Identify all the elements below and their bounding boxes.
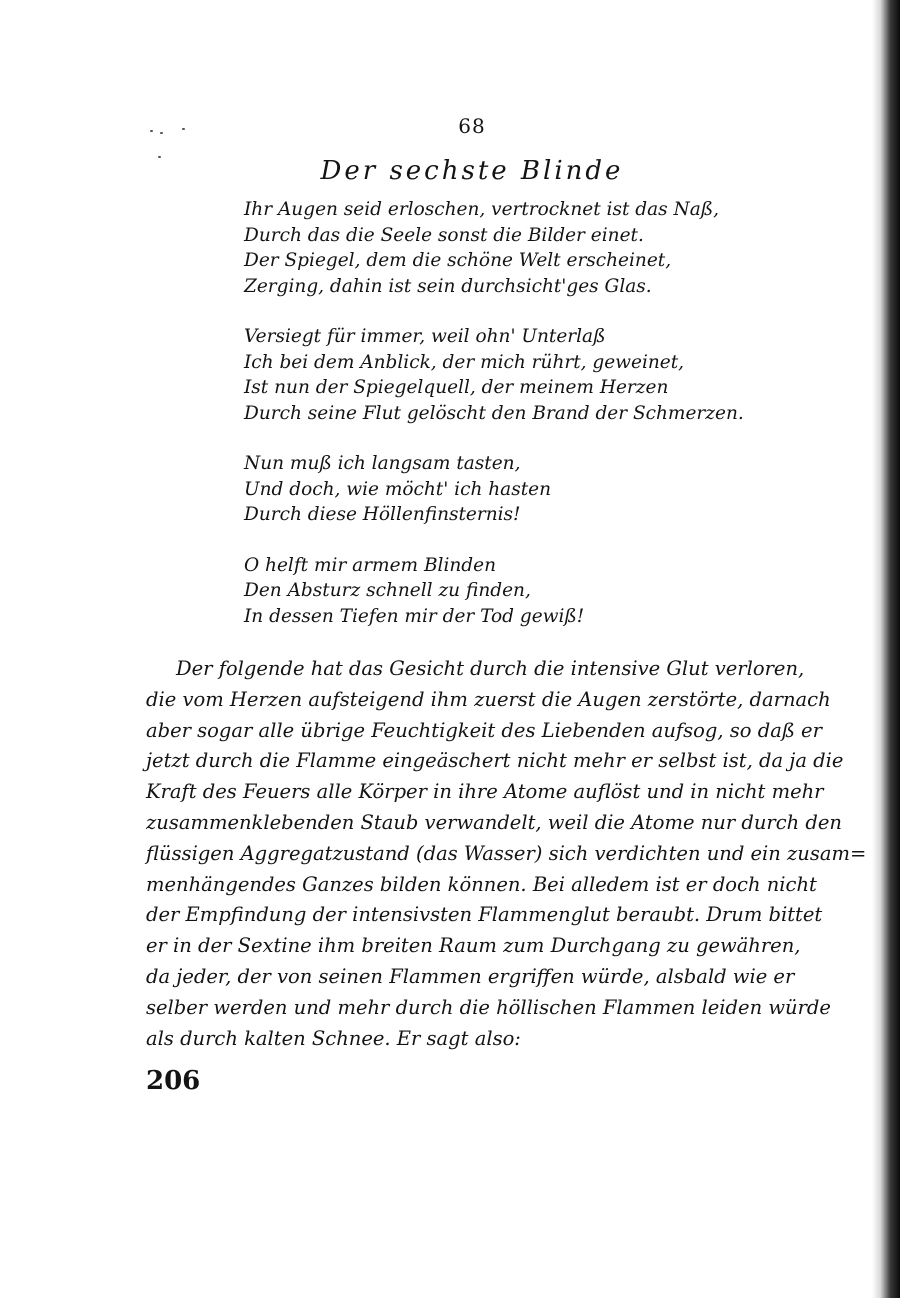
book-spine-shadow	[872, 0, 900, 1298]
poem-line: Nun muß ich langsam tasten,	[244, 453, 521, 474]
section-number: 68	[458, 114, 486, 138]
prose-line: jetzt durch die Flamme eingeäschert nicht mehr er selbst ist, da ja die	[146, 749, 844, 773]
prose-line: flüssigen Aggregatzustand (das Wasser) sich verdichten und ein zusam=	[146, 841, 867, 865]
prose-line: als durch kalten Schnee. Er sagt also:	[146, 1026, 521, 1050]
prose-line: Der folgende hat das Gesicht durch die intensive Glut verloren,	[176, 657, 805, 680]
page-number: 206	[146, 1066, 201, 1096]
poem-line: Und doch, wie möcht' ich hasten	[244, 478, 551, 500]
poem-stanza	[244, 451, 704, 528]
poem-stanza	[244, 197, 719, 299]
prose-line: er in der Sextine ihm breiten Raum zum Durchgang zu gewähren,	[146, 934, 801, 958]
prose-line: selber werden und mehr durch die höllischen Flammen leiden würde	[146, 995, 831, 1019]
poem-line: Versiegt für immer, weil ohn' Unterlaß	[244, 326, 606, 347]
poem-title: Der sechste Blinde	[320, 156, 624, 186]
prose-line: der Empfindung der intensivsten Flammenglut beraubt. Drum bittet	[146, 903, 823, 927]
poem-line: In dessen Tiefen mir der Tod gewiß!	[244, 605, 585, 627]
prose-line: aber sogar alle übrige Feuchtigkeit des Liebenden aufsog, so daß er	[146, 718, 822, 742]
poem-line: Zerging, dahin ist sein durchsicht'ges Glas.	[244, 275, 652, 297]
poem-line: Durch diese Höllenfinsternis!	[244, 504, 521, 525]
poem-line: O helft mir armem Blinden	[244, 554, 497, 576]
prose-line: die vom Herzen aufsteigend ihm zuerst die Augen zerstörte, darnach	[146, 687, 831, 711]
poem	[244, 197, 744, 654]
poem-line: Der Spiegel, dem die schöne Welt erscheinet,	[244, 250, 672, 271]
poem-line: Ihr Augen seid erloschen, vertrocknet ist das Naß,	[244, 199, 719, 220]
poem-stanza	[244, 324, 744, 426]
poem-line: Ist nun der Spiegelquell, der meinem Herzen	[244, 377, 669, 398]
prose-line: da jeder, der von seinen Flammen ergriffen würde, alsbald wie er	[146, 964, 795, 988]
prose-line: zusammenklebenden Staub verwandelt, weil die Atome nur durch den	[146, 810, 842, 834]
poem-line: Durch das die Seele sonst die Bilder einet.	[244, 224, 644, 246]
prose-paragraph	[146, 654, 867, 1054]
prose-line: menhängendes Ganzes bilden können. Bei alledem ist er doch nicht	[146, 872, 817, 896]
poem-line: Ich bei dem Anblick, der mich rührt, geweinet,	[244, 351, 685, 373]
poem-line: Durch seine Flut gelöscht den Brand der Schmerzen.	[244, 402, 744, 424]
poem-line: Den Absturz schnell zu finden,	[244, 580, 531, 601]
poem-stanza	[244, 553, 704, 630]
prose-line: Kraft des Feuers alle Körper in ihre Atome auflöst und in nicht mehr	[146, 780, 824, 804]
